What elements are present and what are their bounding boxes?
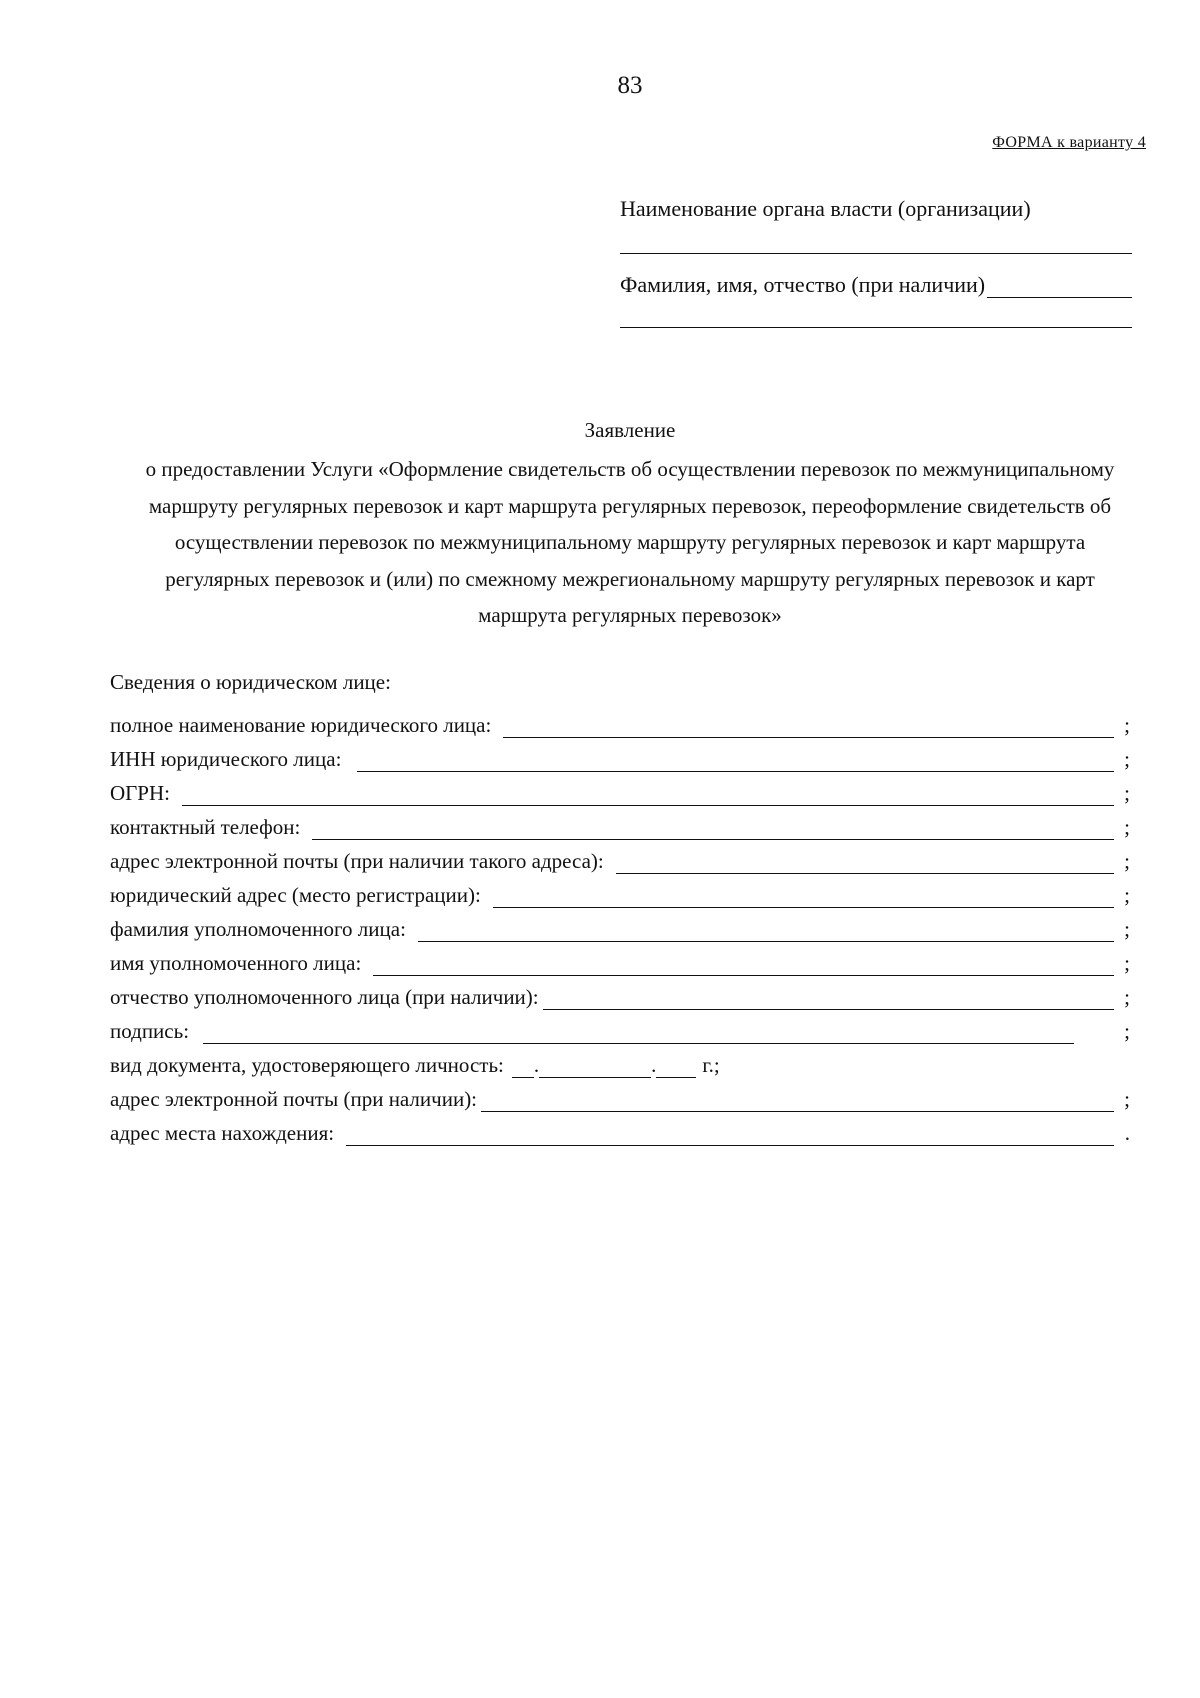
field-label: юридический адрес (место регистрации): (110, 883, 481, 907)
name-line-inline[interactable] (987, 275, 1132, 298)
field-signature (110, 1010, 1130, 1044)
document-title: Заявление (584, 418, 676, 442)
field-label: адрес электронной почты (при наличии такого адреса): (110, 849, 604, 873)
field-inn (110, 738, 1130, 772)
form-reference: ФОРМА к варианту 4 (992, 134, 1146, 151)
field-end: ; (1124, 747, 1130, 771)
field-first-name (110, 942, 1130, 976)
field-input-line[interactable] (312, 815, 1114, 840)
field-input-line[interactable] (182, 781, 1114, 806)
field-input-line[interactable] (373, 951, 1114, 976)
authority-label: Наименование органа власти (организации) (620, 196, 1031, 221)
section-title: Сведения о юридическом лице: (110, 670, 391, 694)
page-number: 83 (617, 72, 643, 99)
field-label: контактный телефон: (110, 815, 301, 839)
field-end: ; (1124, 985, 1130, 1009)
field-input-line[interactable] (503, 713, 1114, 738)
field-end: ; (1124, 1019, 1130, 1043)
field-ogrn (110, 772, 1130, 806)
field-end: . (1124, 1121, 1130, 1145)
field-end: ; (1124, 849, 1130, 873)
field-input-line[interactable] (543, 985, 1114, 1010)
date-day-line[interactable] (512, 1053, 534, 1078)
field-label: адрес электронной почты (при наличии): (110, 1087, 478, 1111)
field-email (110, 840, 1130, 874)
field-end: ; (1124, 917, 1130, 941)
field-label: имя уполномоченного лица: (110, 951, 362, 975)
field-label: фамилия уполномоченного лица: (110, 917, 406, 941)
field-input-line[interactable] (481, 1087, 1114, 1112)
field-input-line[interactable] (418, 917, 1114, 942)
name-label: Фамилия, имя, отчество (при наличии) (620, 272, 986, 297)
date-separator: . (533, 1053, 540, 1077)
field-end: ; (1124, 815, 1130, 839)
field-phone (110, 806, 1130, 840)
field-surname (110, 908, 1130, 942)
field-patronymic (110, 976, 1130, 1010)
field-label: ИНН юридического лица: (110, 747, 342, 771)
document-subtitle: о предоставлении Услуги «Оформление свидетельств об осуществлении перевозок по межмуниципальному маршруту регулярных перевозок и карт маршрута регулярных перевозок, переоформление свидетельств об осуществлении перевозок по межмуниципальному маршруту регулярных перевозок и карт маршрута регулярных перевозок и (или) по смежному межрегиональному маршруту регулярных перевозок и карт маршрута регулярных перевозок» (145, 457, 1115, 627)
date-suffix: г.; (702, 1053, 720, 1077)
name-line[interactable] (620, 327, 1132, 328)
field-label: отчество уполномоченного лица (при наличии): (110, 985, 539, 1009)
field-end: ; (1124, 951, 1130, 975)
field-input-line[interactable] (203, 1019, 1074, 1044)
field-full-name (110, 704, 1130, 738)
field-label: полное наименование юридического лица: (110, 713, 492, 737)
field-label: подпись: (110, 1019, 190, 1043)
field-input-line[interactable] (616, 849, 1114, 874)
name-row (620, 272, 1132, 298)
date-year-line[interactable] (656, 1053, 696, 1078)
field-input-line[interactable] (357, 747, 1114, 772)
field-label: адрес места нахождения: (110, 1121, 335, 1145)
authority-line[interactable] (620, 253, 1132, 254)
date-separator: . (651, 1053, 657, 1077)
field-input-line[interactable] (493, 883, 1114, 908)
date-month-line[interactable] (539, 1053, 651, 1078)
field-location-address (110, 1112, 1130, 1146)
field-end: ; (1124, 713, 1130, 737)
field-email-2 (110, 1078, 1130, 1112)
field-label: ОГРН: (110, 781, 170, 805)
field-label: вид документа, удостоверяющего личность: (110, 1053, 504, 1077)
field-legal-address (110, 874, 1130, 908)
field-end: ; (1124, 883, 1130, 907)
field-end: ; (1124, 781, 1130, 805)
field-input-line[interactable] (346, 1121, 1114, 1146)
field-id-document (110, 1044, 720, 1078)
field-end: ; (1124, 1087, 1130, 1111)
